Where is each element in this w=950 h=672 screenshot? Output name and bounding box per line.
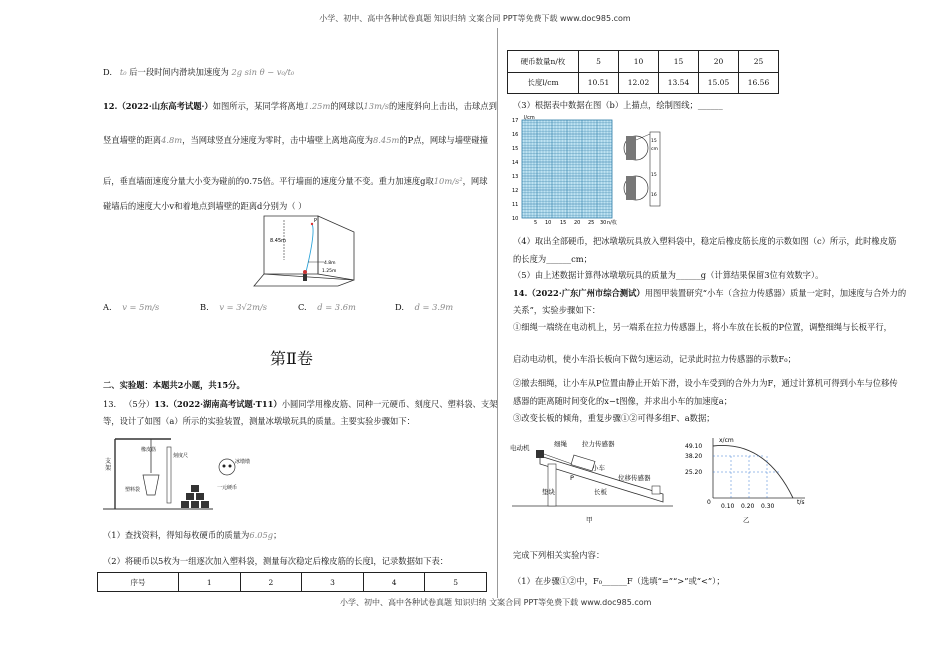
svg-text:17: 17 (512, 118, 519, 124)
label-rope: 细绳 (554, 440, 567, 448)
ball-trajectory (305, 224, 313, 276)
q14-p3: ③改变长板的倾角，重复步骤①②可得多组F、a数据； (513, 413, 715, 423)
q14-p2b: 感器的距离随时间变化的x−t图像，并求出小车的加速度a； (513, 396, 733, 406)
yi-ylabel: x/cm (719, 437, 734, 444)
q14-tail: 完成下列相关实验内容： (513, 550, 605, 560)
grid-xlabel: n/枚 (607, 220, 617, 226)
svg-text:20: 20 (574, 220, 581, 226)
label-H: 8.45m (270, 238, 287, 244)
q13-step4a: （4）取出全部硬币，把冰墩墩玩具放入塑料袋中，稳定后橡皮筋长度的示数如图（c）所示，此时橡皮筋 (513, 236, 897, 246)
label-ruler: 刻度尺 (173, 453, 189, 459)
figure-a-apparatus (103, 433, 253, 513)
grid-ylabel: l/cm (524, 115, 535, 121)
experiment-title: 二、实验题：本题共2小题，共15分。 (103, 380, 245, 390)
label-coin: 一元硬币 (217, 485, 238, 491)
q12-line1: 12.（2022·山东高考试题·）如图所示，某同学将离地1.25m的网球以13m/s的速度斜向上击出，击球点到 (103, 101, 497, 111)
label-band: 橡皮筋 (141, 447, 157, 453)
table-row: 长度l/cm 10.51 12.02 13.54 15.05 16.56 (508, 72, 779, 94)
label-disp: 位移传感器 (618, 474, 651, 482)
label-stand: 支架 (105, 458, 112, 472)
svg-text:P: P (314, 218, 318, 224)
figure-jia-incline (508, 436, 683, 528)
q12-line2: 竖直墙壁的距离4.8m，当网球竖直分速度为零时，击中墙壁上离地高度为8.45m的P点，网球与墙壁碰撞 (103, 135, 488, 145)
q14-p1b: 启动电动机，使小车沿长板向下做匀速运动，记录此时拉力传感器的示数F₀； (513, 354, 796, 364)
caption-jia: 甲 (586, 516, 593, 524)
x-t-curve (713, 445, 793, 498)
q13-line1: 13. （5分）13.（2022·湖南高考试题·T11）小圆同学用橡皮筋、同种一元硬币、刻度尺、塑料袋、支架 (103, 399, 498, 409)
q13-step3: （3）根据表中数据在图（b）上描点，绘制图线；______ (513, 100, 723, 110)
label-car: 小车 (592, 464, 605, 472)
svg-text:0.10: 0.10 (721, 503, 735, 510)
svg-text:11: 11 (512, 202, 519, 208)
svg-text:25.20: 25.20 (685, 469, 703, 476)
toy-icon (219, 459, 235, 475)
q12-option-b[interactable]: B. v = 3√2m/s (200, 302, 267, 312)
q13-step4b: 的长度为______cm； (513, 254, 592, 264)
label-d: 4.8m (324, 261, 336, 266)
caption-yi: 乙 (743, 516, 750, 524)
svg-text:10: 10 (545, 220, 552, 226)
label-p: P (570, 474, 574, 482)
q13-line2: 等，设计了如图（a）所示的实验装置，测量冰墩墩玩具的质量。主要实验步骤如下： (103, 416, 415, 426)
page-header: 小学、初中、高中各种试卷真题 知识归纳 文案合同 PPT等免费下载 www.doc985.com (319, 14, 631, 23)
label-motor: 电动机 (510, 444, 530, 452)
q12-line3: 后，垂直墙面速度分量大小变为碰前的0.75倍。平行墙面的速度分量不变。重力加速度g取10m/s²，网球 (103, 176, 488, 186)
q13-step5: （5）由上述数据计算得冰墩墩玩具的质量为______g（计算结果保留3位有效数字）。 (513, 270, 824, 280)
disp-sensor-icon (652, 486, 660, 494)
svg-text:30: 30 (600, 220, 607, 226)
figure-b-grid (510, 114, 622, 226)
svg-text:12: 12 (512, 188, 519, 194)
svg-text:15: 15 (560, 220, 567, 226)
yi-xlabel: t/s (797, 499, 805, 506)
q12-option-c[interactable]: C. d = 3.6m (298, 302, 356, 312)
svg-text:16: 16 (512, 132, 519, 138)
svg-text:13: 13 (512, 174, 519, 180)
label-bag: 塑料袋 (125, 487, 141, 493)
svg-text:10: 10 (512, 216, 519, 222)
q12-option-d[interactable]: D. d = 3.9m (395, 302, 454, 312)
svg-text:15: 15 (651, 139, 657, 144)
q12-line4: 碰墙后的速度大小v和着地点到墙壁的距离d分别为（ ） (103, 201, 307, 211)
q14-line2: 关系”，实验步骤如下： (513, 305, 601, 315)
svg-text:5: 5 (534, 220, 538, 226)
table-row: 硬币数量n/枚 5 10 15 20 25 (508, 51, 779, 73)
option-d-prev: D. t₀ 后一段时间内滑块加速度为 2g sin θ − v₀/t₀ (103, 67, 295, 77)
tennis-wall-figure (250, 212, 360, 292)
svg-text:25: 25 (588, 220, 595, 226)
svg-text:0.20: 0.20 (741, 503, 755, 510)
label-sensor: 拉力传感器 (582, 440, 615, 448)
label-block: 垫块 (542, 488, 555, 496)
label-toy: 冰墩墩 (235, 459, 251, 465)
svg-text:15: 15 (512, 146, 519, 152)
svg-text:0: 0 (707, 499, 711, 506)
page-footer: 小学、初中、高中各种试卷真题 知识归纳 文案合同 PPT等免费下载 www.doc985.com (340, 598, 652, 607)
column-divider (497, 28, 498, 598)
q13-step1: （1）查找资料，得知每枚硬币的质量为6.05g； (103, 530, 282, 540)
svg-text:38.20: 38.20 (685, 453, 703, 460)
label-board: 长板 (594, 488, 607, 496)
q14-line1: 14.（2022·广东广州市综合测试）用图甲装置研究“小车（含拉力传感器）质量一定时，加速度与合外力的 (513, 288, 907, 298)
figure-c-scale (622, 130, 672, 210)
q14-q1: （1）在步骤①②中，F₀______F（选填“=”“>”或“<”）； (513, 576, 725, 586)
coin-data-table (507, 50, 779, 94)
q12-option-a[interactable]: A. v = 5m/s (103, 302, 160, 312)
wall (264, 216, 318, 274)
svg-text:14: 14 (512, 160, 519, 166)
svg-text:49.10: 49.10 (685, 443, 703, 450)
figure-yi-xt-graph (685, 436, 815, 528)
q13-table-header: 序号 1 2 3 4 5 (97, 572, 487, 592)
q13-step2: （2）将硬币以5枚为一组逐次加入塑料袋，测量每次稳定后橡皮筋的长度l，记录数据如下表： (103, 556, 449, 566)
svg-text:0.30: 0.30 (761, 503, 775, 510)
svg-text:15: 15 (651, 173, 657, 178)
q14-p1: ①细绳一端绕在电动机上，另一端系在拉力传感器上，将小车放在长板的P位置，调整细绳与长板平行， (513, 322, 892, 332)
svg-text:cm: cm (651, 147, 658, 152)
player (303, 270, 307, 274)
point-P (311, 223, 313, 225)
motor-icon (536, 450, 544, 458)
q14-p2: ②撤去细绳，让小车从P位置由静止开始下滑，设小车受到的合外力为F，通过计算机可得到小车与位移传 (513, 378, 898, 388)
label-h: 1.25m (322, 269, 337, 274)
section-title: 第Ⅱ卷 (270, 349, 313, 368)
svg-text:16: 16 (651, 193, 657, 198)
